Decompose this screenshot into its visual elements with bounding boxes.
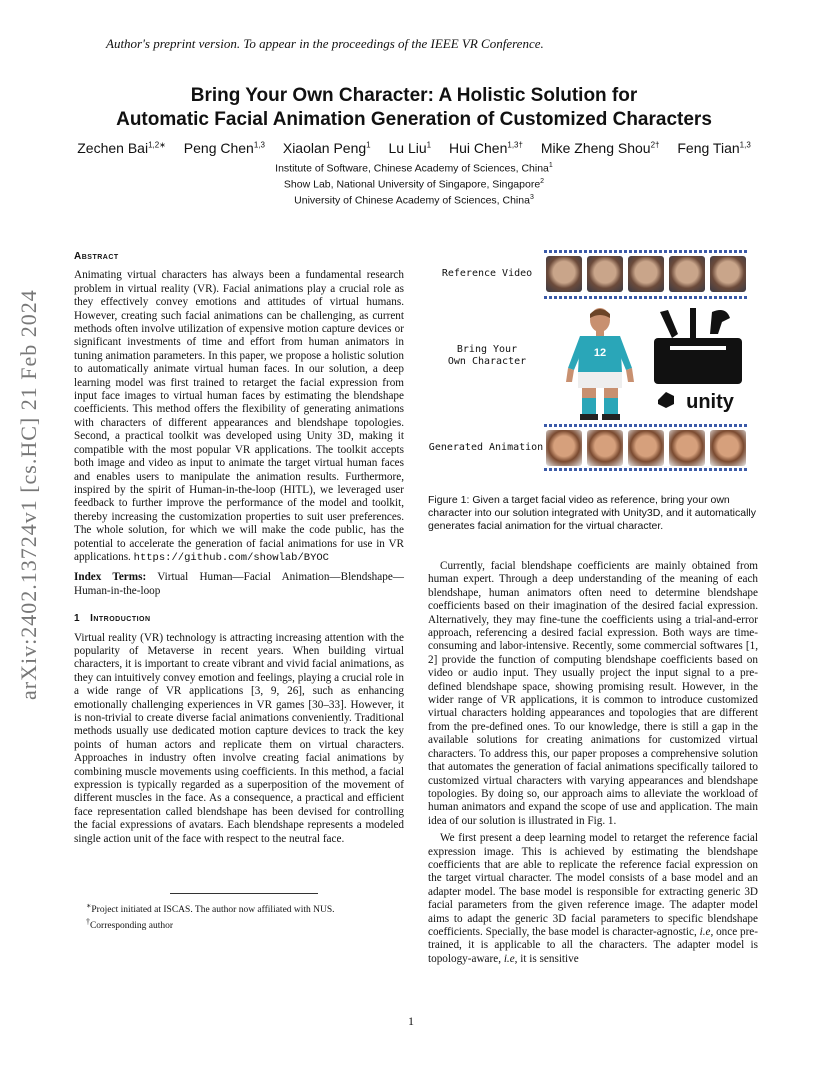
intro-heading: 1 Introduction bbox=[74, 613, 151, 625]
author: Lu Liu$^1$ bbox=[388, 140, 432, 156]
author: Feng Tian$^{1,3}$ bbox=[677, 140, 751, 156]
arxiv-stamp: arXiv:2402.13724v1 [cs.HC] 21 Feb 2024 bbox=[16, 289, 41, 700]
abstract-text: Animating virtual characters has always been a fundamental research problem in virtual reality (VR). Facial animations play a crucial role as they effectively convey emotions and attitudes of virtual humans. However, creating such facial animations can be challenging, as current methods often involve utilization of expensive motion capture devices or significant investments of time and effort from human animators in tuning animation parameters. In this paper, we propose a holistic solution to automatically animate virtual human faces. In our solution, a deep learning model was first trained to retarget the facial expression from input face images to virtual human faces by estimating the blendshape coefficients. This method offers the flexibility of generating animations with characters of different appearances and blendshape topologies. Second, a practical toolkit was developed using Unity 3D, making it compatible with the most popular VR applications. The toolkit accepts both image and video as input to animate the target virtual human faces and enables users to manipulate the animation results. Furthermore, inspired by the spirit of Human-in-the-loop (HITL), we leveraged user feedback to further improve the performance of the model and toolkit, thereby increasing the customization properties to suit user preferences. The whole solution, for which we will make the code public, has the potential to accelerate the generation of facial animations for use in VR applications. https://github.com/showlab/BYOC bbox=[74, 269, 404, 564]
label-bring-your: Bring Your bbox=[456, 344, 518, 355]
label-reference-video: Reference Video bbox=[441, 268, 533, 279]
code-link[interactable]: https://github.com/showlab/BYOC bbox=[133, 551, 329, 564]
generated-face-image bbox=[628, 430, 664, 466]
footnote-rule bbox=[170, 893, 318, 894]
index-terms: Index Terms: Virtual Human—Facial Animation—Blendshape—Human-in-the-loop bbox=[74, 571, 404, 597]
page-number: 1 bbox=[408, 1014, 414, 1028]
paragraph: We first present a deep learning model to retarget the reference facial expression image. This is achieved by estimating the blendshape coefficients that are able to replicate the reference facial expression on the target virtual character. The model consists of a base model and an adapter model. The base model is responsible for extracting generic 3D facial parameters from the given reference image. The adapter model aims to adapt the generic 3D facial parameters to specific blendshape coefficients. Specially, the base model is character-agnostic, i.e, once pre-trained, it is applicable to all the characters. The adapter model is topology-aware, i.e, it is sensitive bbox=[428, 832, 758, 965]
label-generated-animation: Generated Animation bbox=[428, 442, 544, 453]
right-column bbox=[428, 560, 758, 966]
reference-face-image bbox=[669, 256, 705, 292]
paper-title bbox=[60, 84, 768, 132]
figure-1 bbox=[428, 246, 758, 476]
generated-face-image bbox=[587, 430, 623, 466]
reference-frames bbox=[544, 256, 748, 296]
film-strip-bottom bbox=[544, 468, 748, 471]
title-line-2: Automatic Facial Animation Generation of Customized Characters bbox=[116, 109, 712, 130]
reference-face-image bbox=[628, 256, 664, 292]
author: Peng Chen$^{1,3}$ bbox=[183, 140, 265, 156]
preprint-notice: Author's preprint version. To appear in the proceedings of the IEEE VR Conference. bbox=[106, 36, 544, 51]
author: Xiaolan Peng$^1$ bbox=[282, 140, 371, 156]
virtual-character-image bbox=[558, 306, 642, 422]
author: Hui Chen$^{1,3\dagger}$ bbox=[449, 140, 523, 156]
author-list bbox=[60, 140, 768, 156]
author: Zechen Bai$^{1,2∗}$ bbox=[77, 140, 166, 156]
paragraph: Currently, facial blendshape coefficients are mainly obtained from human expert. Through a deep understanding of the meaning of each blendshape, human animators often need to determine blendshape coefficients based on their imagination of the desired facial expression. Alternatively, they may fine-tune the coefficients using a trial-and-error approach, referencing a desired facial expression. Both ways are time-consuming and labor-intensive. Recently, some commercial softwares [1, 2] provide the function of computing blendshape coefficients based on video or audio input. They usually project the input signal to a pre-defined blendshape space, showing promising result. However, in the wider range of VR applications, it is common to introduce customized virtual characters holding appearances and topologies that are different from the pre-defined ones. To our knowledge, there is still a gap in the available solutions for creating animations for customized virtual characters. To address this, our paper proposes a comprehensive solution that automates the generation of facial animations specifically tailored to customized virtual characters with varying appearances and blendshape topologies. By doing so, our approach aims to alleviate the workload of human animators and expand the scope of use and application. The main idea of our solution is illustrated in Fig. 1. bbox=[428, 560, 758, 827]
affiliation: Institute of Software, Chinese Academy of Sciences, China$^1$ bbox=[275, 162, 553, 175]
label-own-character: Own Character bbox=[447, 356, 527, 367]
film-strip-bottom bbox=[544, 296, 748, 299]
abstract-heading: Abstract bbox=[74, 251, 119, 262]
reference-face-image bbox=[587, 256, 623, 292]
title-line-1: Bring Your Own Character: A Holistic Solution for bbox=[190, 85, 638, 106]
film-strip-top bbox=[544, 250, 748, 253]
generated-frames bbox=[544, 430, 748, 470]
reference-face-image bbox=[546, 256, 582, 292]
jersey-number: 12 bbox=[593, 347, 607, 359]
reference-face-image bbox=[710, 256, 746, 292]
toolkit-icon bbox=[650, 304, 746, 414]
generated-face-image bbox=[669, 430, 705, 466]
affiliation: University of Chinese Academy of Sciences, China$^3$ bbox=[294, 194, 534, 207]
author: Mike Zheng Shou$^{2\dagger}$ bbox=[540, 140, 660, 156]
generated-face-image bbox=[546, 430, 582, 466]
footnotes bbox=[86, 900, 406, 932]
footnote: †Corresponding author bbox=[86, 917, 174, 932]
intro-text: Virtual reality (VR) technology is attracting increasing attention with the popularity of Metaverse in recent years. When building virtual characters, it is important to create vibrant and vivid facial animations, as they can intuitively convey emotion and feelings, playing a crucial role in a wide range of VR applications [3, 9, 26], such as enhancing emotionally challenging experiences in VR games [30–33]. However, it is non-trivial to create diverse facial animations conveniently. Traditional methods usually use dedicated motion capture devices to track the key points of human actors and replicate them on virtual characters. Approaches in industry often involve creating facial animations by combining muscle movements using coefficients. In this method, a facial expression is typically regarded as a superposition of the movement of different muscles in the face. As a consequence, a practical and efficient face representation called blendshape has been devised for controlling the facial expressions of avatars. Each blendshape represents a modeled single action unit of the face with respect to the neutral face. bbox=[74, 631, 404, 845]
footnote: ∗Project initiated at ISCAS. The author now affiliated with NUS. bbox=[86, 901, 335, 916]
figure-caption: Figure 1: Given a target facial video as reference, bring your own character into our solution integrated with Unity3D, and it automatically generates facial animation for the virtual character. bbox=[428, 494, 757, 532]
affiliation: Show Lab, National University of Singapore, Singapore$^2$ bbox=[283, 178, 545, 191]
film-strip-top bbox=[544, 424, 748, 427]
left-column bbox=[74, 250, 404, 846]
generated-face-image bbox=[710, 430, 746, 466]
unity-logo-text: unity bbox=[686, 391, 734, 413]
